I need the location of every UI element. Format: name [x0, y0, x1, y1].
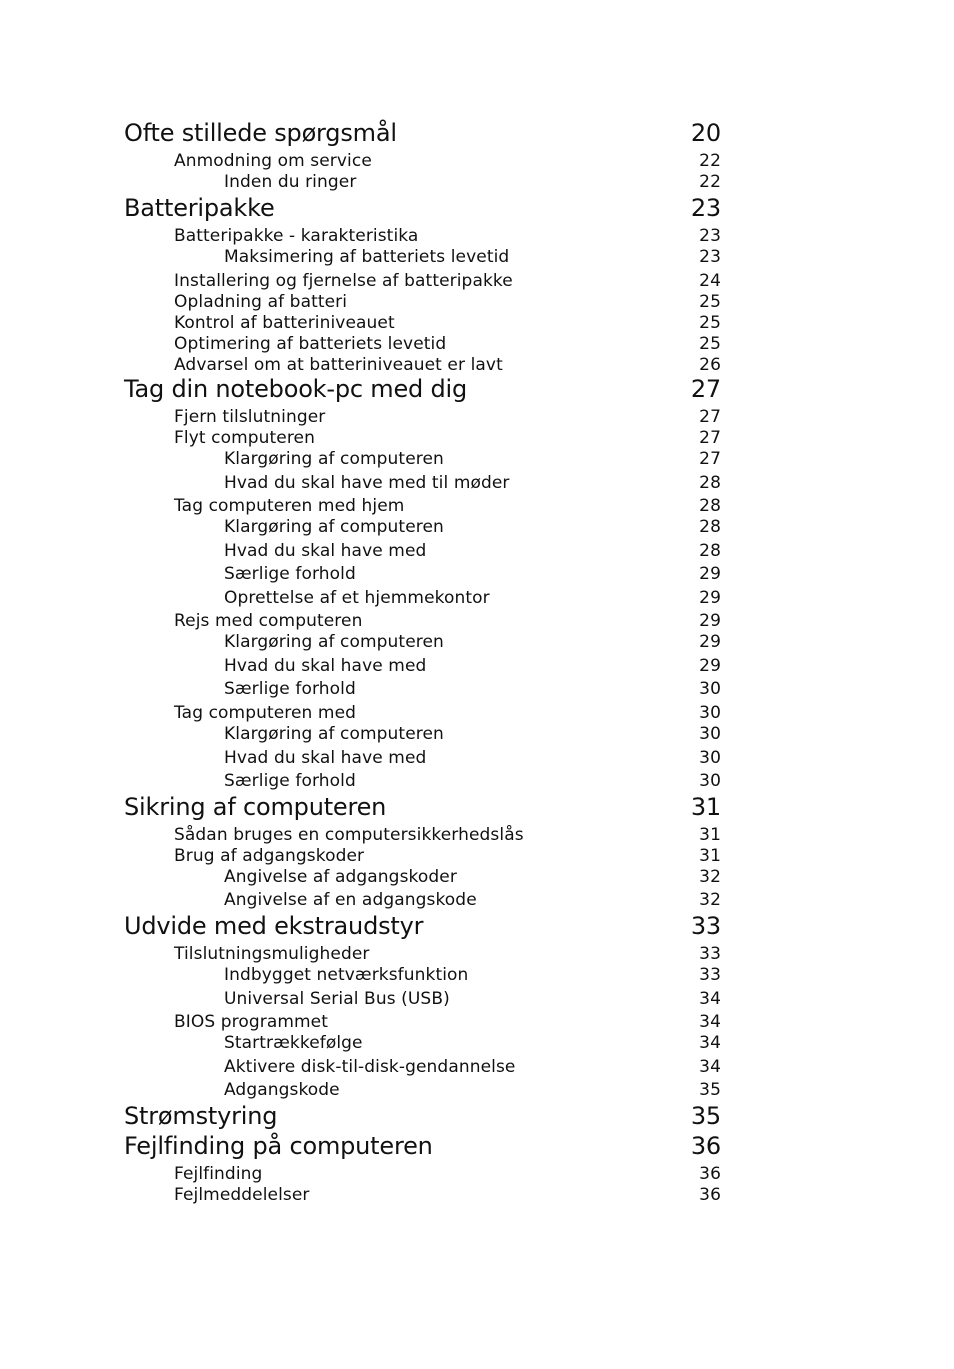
toc-entry-title: Hvad du skal have med til møder [224, 473, 510, 493]
toc-entry-page-number: 30 [699, 703, 721, 723]
toc-entry-page-number: 24 [699, 271, 721, 291]
toc-entry-title: Kontrol af batteriniveauet [174, 313, 395, 333]
toc-entry-page-number: 36 [699, 1164, 721, 1184]
toc-entry-title: Startrækkefølge [224, 1033, 363, 1053]
toc-subsection-entry[interactable] [0, 719, 954, 743]
toc-entry-page-number: 29 [699, 588, 721, 608]
toc-entry-title: Klargøring af computeren [224, 517, 444, 537]
toc-entry-title: Angivelse af adgangskoder [224, 867, 457, 887]
toc-entry-title: Udvide med ekstraudstyr [124, 912, 424, 940]
toc-entry-page-number: 28 [699, 496, 721, 516]
toc-entry-title: Indbygget netværksfunktion [224, 965, 469, 985]
toc-entry-page-number: 29 [699, 564, 721, 584]
toc-subsection-entry[interactable] [0, 242, 954, 266]
toc-subsection-entry[interactable] [0, 1052, 954, 1076]
toc-subsection-entry[interactable] [0, 862, 954, 886]
toc-entry-title: Angivelse af en adgangskode [224, 890, 477, 910]
toc-entry-page-number: 33 [699, 944, 721, 964]
toc-entry-page-number: 36 [699, 1185, 721, 1205]
toc-entry-page-number: 20 [690, 119, 721, 147]
toc-entry-page-number: 22 [699, 172, 721, 192]
toc-entry-page-number: 30 [699, 748, 721, 768]
toc-entry-page-number: 23 [699, 247, 721, 267]
toc-entry-page-number: 29 [699, 656, 721, 676]
toc-entry-page-number: 27 [699, 449, 721, 469]
toc-entry-title: Strømstyring [124, 1102, 278, 1130]
toc-entry-title: Sådan bruges en computersikkerhedslås [174, 825, 524, 845]
toc-entry-title: Aktivere disk-til-disk-gendannelse [224, 1057, 516, 1077]
toc-entry-title: Hvad du skal have med [224, 656, 427, 676]
toc-entry-page-number: 33 [699, 965, 721, 985]
toc-entry-title: Fejlfinding [174, 1164, 263, 1184]
toc-subsection-entry[interactable] [0, 984, 954, 1008]
toc-entry-page-number: 28 [699, 473, 721, 493]
toc-entry-title: Maksimering af batteriets levetid [224, 247, 510, 267]
toc-entry-title: Fejlmeddelelser [174, 1185, 310, 1205]
toc-subsection-entry[interactable] [0, 885, 954, 909]
toc-entry-page-number: 34 [699, 1012, 721, 1032]
toc-entry-title: Opladning af batteri [174, 292, 348, 312]
toc-entry-title: Advarsel om at batteriniveauet er lavt [174, 355, 503, 375]
toc-entry-page-number: 31 [699, 825, 721, 845]
toc-entry-title: Flyt computeren [174, 428, 315, 448]
toc-entry-page-number: 23 [699, 226, 721, 246]
toc-entry-title: Særlige forhold [224, 564, 356, 584]
toc-section-entry[interactable] [0, 1180, 954, 1204]
toc-entry-title: Inden du ringer [224, 172, 357, 192]
toc-entry-title: Installering og fjernelse af batteripakke [174, 271, 513, 291]
toc-entry-page-number: 25 [699, 292, 721, 312]
toc-entry-title: Universal Serial Bus (USB) [224, 989, 450, 1009]
toc-entry-page-number: 31 [699, 846, 721, 866]
toc-entry-page-number: 34 [699, 989, 721, 1009]
toc-entry-page-number: 26 [699, 355, 721, 375]
toc-entry-title: Adgangskode [224, 1080, 340, 1100]
toc-entry-title: Optimering af batteriets levetid [174, 334, 447, 354]
toc-entry-page-number: 35 [699, 1080, 721, 1100]
toc-entry-page-number: 28 [699, 541, 721, 561]
toc-entry-title: Batteripakke - karakteristika [174, 226, 419, 246]
toc-entry-page-number: 23 [690, 194, 721, 222]
toc-entry-title: Tag computeren med hjem [174, 496, 405, 516]
toc-subsection-entry[interactable] [0, 674, 954, 698]
toc-entry-title: Tag computeren med [174, 703, 357, 723]
toc-entry-title: Batteripakke [124, 194, 275, 222]
toc-entry-title: Oprettelse af et hjemmekontor [224, 588, 490, 608]
toc-entry-page-number: 32 [699, 890, 721, 910]
toc-chapter-entry[interactable] [0, 121, 954, 145]
toc-subsection-entry[interactable] [0, 743, 954, 767]
toc-subsection-entry[interactable] [0, 167, 954, 191]
toc-entry-page-number: 25 [699, 313, 721, 333]
toc-subsection-entry[interactable] [0, 559, 954, 583]
toc-entry-title: Anmodning om service [174, 151, 372, 171]
toc-entry-page-number: 34 [699, 1057, 721, 1077]
toc-subsection-entry[interactable] [0, 583, 954, 607]
toc-subsection-entry[interactable] [0, 468, 954, 492]
toc-entry-page-number: 36 [690, 1132, 721, 1160]
toc-entry-page-number: 30 [699, 679, 721, 699]
toc-entry-page-number: 25 [699, 334, 721, 354]
toc-entry-page-number: 30 [699, 724, 721, 744]
toc-entry-title: Sikring af computeren [124, 793, 387, 821]
toc-entry-page-number: 27 [699, 407, 721, 427]
toc-subsection-entry[interactable] [0, 766, 954, 790]
toc-subsection-entry[interactable] [0, 960, 954, 984]
toc-subsection-entry[interactable] [0, 1075, 954, 1099]
toc-subsection-entry[interactable] [0, 444, 954, 468]
toc-entry-title: Klargøring af computeren [224, 724, 444, 744]
toc-entry-title: Klargøring af computeren [224, 449, 444, 469]
toc-entry-page-number: 27 [690, 375, 721, 403]
toc-entry-page-number: 28 [699, 517, 721, 537]
toc-entry-page-number: 32 [699, 867, 721, 887]
toc-entry-title: Brug af adgangskoder [174, 846, 365, 866]
toc-entry-page-number: 34 [699, 1033, 721, 1053]
toc-entry-title: Fejlfinding på computeren [124, 1132, 433, 1160]
toc-entry-title: Hvad du skal have med [224, 748, 427, 768]
toc-entry-page-number: 35 [690, 1102, 721, 1130]
toc-entry-title: Tag din notebook-pc med dig [124, 375, 468, 403]
toc-chapter-entry[interactable] [0, 1134, 954, 1158]
toc-chapter-entry[interactable] [0, 196, 954, 220]
toc-entry-page-number: 33 [690, 912, 721, 940]
toc-entry-page-number: 29 [699, 632, 721, 652]
toc-subsection-entry[interactable] [0, 512, 954, 536]
toc-entry-title: Hvad du skal have med [224, 541, 427, 561]
toc-entry-title: Ofte stillede spørgsmål [124, 119, 397, 147]
toc-section-entry[interactable] [0, 350, 954, 374]
toc-entry-title: Særlige forhold [224, 771, 356, 791]
toc-entry-page-number: 30 [699, 771, 721, 791]
toc-chapter-entry[interactable] [0, 377, 954, 401]
toc-entry-page-number: 22 [699, 151, 721, 171]
toc-entry-page-number: 31 [690, 793, 721, 821]
toc-subsection-entry[interactable] [0, 1028, 954, 1052]
toc-subsection-entry[interactable] [0, 627, 954, 651]
toc-chapter-entry[interactable] [0, 914, 954, 938]
toc-entry-page-number: 29 [699, 611, 721, 631]
toc-entry-title: Fjern tilslutninger [174, 407, 326, 427]
toc-entry-title: BIOS programmet [174, 1012, 329, 1032]
toc-chapter-entry[interactable] [0, 795, 954, 819]
toc-entry-page-number: 27 [699, 428, 721, 448]
toc-entry-title: Rejs med computeren [174, 611, 363, 631]
toc-entry-title: Klargøring af computeren [224, 632, 444, 652]
toc-subsection-entry[interactable] [0, 651, 954, 675]
toc-chapter-entry[interactable] [0, 1104, 954, 1128]
toc-subsection-entry[interactable] [0, 536, 954, 560]
toc-entry-title: Særlige forhold [224, 679, 356, 699]
toc-entry-title: Tilslutningsmuligheder [174, 944, 370, 964]
